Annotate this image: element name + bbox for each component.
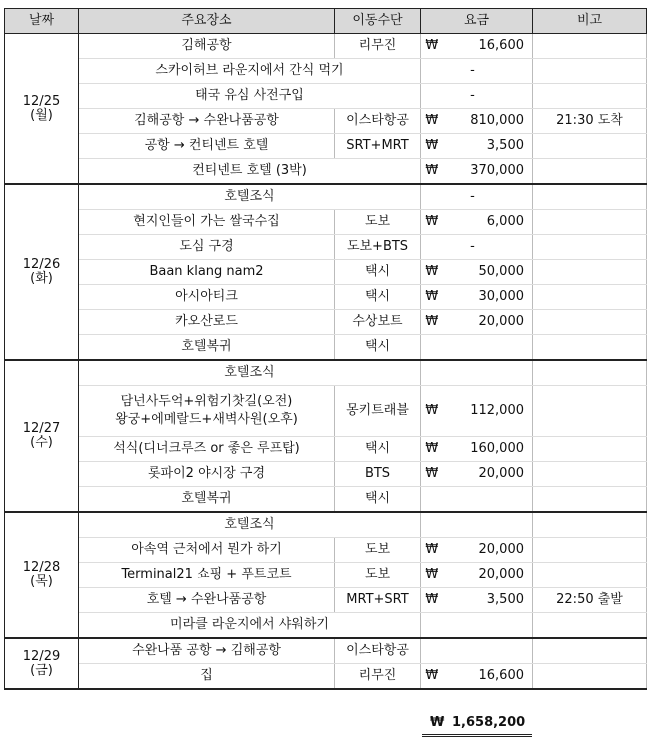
place-cell	[79, 588, 335, 613]
date-label: 12/29	[22, 648, 61, 664]
place-cell	[79, 34, 335, 59]
table-row	[5, 235, 647, 260]
place-text: 김해공항 → 수완나품공항	[134, 113, 279, 128]
transport-cell: 이스타항공	[335, 638, 421, 664]
table-row	[5, 588, 647, 613]
note-cell	[533, 360, 647, 386]
transport-cell: 도보	[335, 210, 421, 235]
total-amount	[422, 712, 532, 737]
place-text: 호텔복귀	[181, 339, 232, 354]
total-value: 1,658,200	[452, 715, 526, 730]
place-text: Terminal21 쇼핑 + 푸트코트	[121, 567, 292, 582]
table-row	[5, 159, 647, 185]
cost-cell: 3,500	[443, 588, 533, 613]
currency-cell: ₩	[421, 285, 443, 310]
place-text: 카오산로드	[175, 314, 238, 329]
place-cell	[79, 159, 421, 185]
transport-cell: 도보+BTS	[335, 235, 421, 260]
table-row	[5, 437, 647, 462]
table-row	[5, 638, 647, 664]
place-text: 집	[200, 668, 213, 683]
note-cell	[533, 335, 647, 361]
place-text: 롯파이2 야시장 구경	[148, 466, 265, 481]
transport-cell: 택시	[335, 335, 421, 361]
currency-cell: ₩	[421, 538, 443, 563]
date-label: 12/27	[22, 421, 61, 436]
note-cell: 22:50 출발	[533, 588, 647, 613]
note-cell	[533, 285, 647, 310]
place-cell	[79, 285, 335, 310]
cost-cell: 112,000	[443, 386, 533, 437]
transport-cell: 수상보트	[335, 310, 421, 335]
table-row	[5, 184, 647, 210]
note-cell	[533, 462, 647, 487]
date-label: 12/26	[22, 257, 61, 272]
header-row	[5, 9, 647, 34]
note-cell	[533, 664, 647, 690]
place-text: 태국 유심 사전구입	[195, 88, 304, 103]
note-cell	[533, 184, 647, 210]
table-row	[5, 335, 647, 361]
place-cell	[79, 310, 335, 335]
currency-cell: ₩	[421, 386, 443, 437]
cost-cell: 50,000	[443, 260, 533, 285]
currency-cell: ₩	[421, 664, 443, 690]
table-row	[5, 285, 647, 310]
note-cell	[533, 487, 647, 513]
place-text: 아시아티크	[175, 289, 238, 304]
cost-cell	[421, 487, 533, 513]
table-row	[5, 386, 647, 437]
place-cell	[79, 335, 335, 361]
note-cell	[533, 59, 647, 84]
weekday-label: (수)	[30, 435, 53, 450]
place-text: 현지인들이 가는 쌀국수집	[133, 214, 280, 229]
transport-cell: 몽키트래블	[335, 386, 421, 437]
place-text: 호텔조식	[224, 189, 275, 204]
date-cell	[5, 638, 79, 689]
note-cell	[533, 613, 647, 639]
place-text: 호텔복귀	[181, 491, 232, 506]
cost-cell: -	[421, 184, 533, 210]
itinerary-body	[5, 34, 647, 690]
cost-cell: -	[421, 59, 533, 84]
transport-cell: MRT+SRT	[335, 588, 421, 613]
table-row	[5, 210, 647, 235]
date-label: 12/28	[22, 560, 61, 575]
place-cell	[79, 134, 335, 159]
cost-cell: 20,000	[443, 310, 533, 335]
table-row	[5, 34, 647, 59]
itinerary-table	[4, 8, 647, 690]
place-cell	[79, 638, 335, 664]
place-text: 공항 → 컨티넨트 호텔	[144, 138, 269, 153]
place-text: 호텔조식	[224, 517, 275, 532]
header-transport: 이동수단	[335, 9, 421, 34]
cost-cell	[421, 335, 533, 361]
table-row	[5, 84, 647, 109]
place-cell	[79, 260, 335, 285]
cost-cell	[421, 613, 533, 639]
place-text: 스카이허브 라운지에서 간식 먹기	[155, 63, 344, 78]
cost-cell: 16,600	[443, 664, 533, 690]
place-cell	[79, 235, 335, 260]
cost-cell	[421, 512, 533, 538]
transport-cell: 도보	[335, 538, 421, 563]
table-row	[5, 462, 647, 487]
transport-cell: BTS	[335, 462, 421, 487]
currency-cell: ₩	[421, 437, 443, 462]
cost-cell: 6,000	[443, 210, 533, 235]
note-cell	[533, 84, 647, 109]
place-text: 도심 구경	[179, 239, 234, 254]
note-cell	[533, 34, 647, 59]
date-cell	[5, 512, 79, 638]
note-cell	[533, 512, 647, 538]
table-row	[5, 260, 647, 285]
cost-cell: 20,000	[443, 538, 533, 563]
transport-cell: 택시	[335, 437, 421, 462]
place-cell	[79, 437, 335, 462]
table-row	[5, 59, 647, 84]
currency-cell: ₩	[421, 462, 443, 487]
place-text: 수완나품 공항 → 김해공항	[132, 643, 281, 658]
header-date: 날짜	[5, 9, 79, 34]
cost-cell: 160,000	[443, 437, 533, 462]
currency-cell: ₩	[421, 109, 443, 134]
currency-cell: ₩	[421, 134, 443, 159]
table-row	[5, 487, 647, 513]
cost-cell: 370,000	[443, 159, 533, 185]
place-text: 호텔 → 수완나품공항	[146, 592, 267, 607]
currency-cell: ₩	[421, 34, 443, 59]
cost-cell: 3,500	[443, 134, 533, 159]
note-cell	[533, 563, 647, 588]
transport-cell: 도보	[335, 563, 421, 588]
place-text: Baan klang nam2	[149, 264, 264, 279]
header-note: 비고	[533, 9, 647, 34]
table-row	[5, 538, 647, 563]
place-text: 석식(디너크루즈 or 좋은 루프탑)	[113, 441, 300, 456]
date-cell	[5, 34, 79, 185]
transport-cell: 택시	[335, 285, 421, 310]
currency-cell: ₩	[421, 310, 443, 335]
weekday-label: (월)	[30, 107, 53, 123]
weekday-label: (목)	[30, 574, 53, 589]
note-cell	[533, 159, 647, 185]
note-cell: 21:30 도착	[533, 109, 647, 134]
table-row	[5, 360, 647, 386]
currency-cell: ₩	[421, 260, 443, 285]
table-row	[5, 563, 647, 588]
transport-cell: 이스타항공	[335, 109, 421, 134]
note-cell	[533, 260, 647, 285]
place-cell	[79, 184, 421, 210]
table-row	[5, 109, 647, 134]
place-cell	[79, 512, 421, 538]
place-cell	[79, 386, 335, 437]
place-cell	[79, 59, 421, 84]
transport-cell: 택시	[335, 260, 421, 285]
place-cell	[79, 563, 335, 588]
cost-cell: 20,000	[443, 462, 533, 487]
place-text-2: 왕궁+에메랄드+새벽사원(오후)	[115, 412, 298, 427]
cost-cell	[421, 360, 533, 386]
header-cost: 요금	[421, 9, 533, 34]
place-cell	[79, 84, 421, 109]
total-currency: ₩	[430, 715, 445, 730]
cost-cell: -	[421, 235, 533, 260]
transport-cell: 리무진	[335, 664, 421, 690]
place-cell	[79, 664, 335, 690]
currency-cell: ₩	[421, 563, 443, 588]
place-cell	[79, 462, 335, 487]
table-row	[5, 613, 647, 639]
place-text: 김해공항	[181, 38, 232, 53]
place-cell	[79, 210, 335, 235]
table-row	[5, 512, 647, 538]
note-cell	[533, 386, 647, 437]
table-row	[5, 310, 647, 335]
note-cell	[533, 310, 647, 335]
transport-cell: 택시	[335, 487, 421, 513]
place-cell	[79, 487, 335, 513]
transport-cell: SRT+MRT	[335, 134, 421, 159]
note-cell	[533, 134, 647, 159]
note-cell	[533, 437, 647, 462]
cost-cell: 20,000	[443, 563, 533, 588]
place-cell	[79, 538, 335, 563]
cost-cell	[421, 638, 533, 664]
note-cell	[533, 638, 647, 664]
place-text: 컨티넨트 호텔 (3박)	[192, 163, 307, 178]
weekday-label: (화)	[30, 271, 53, 286]
table-row	[5, 664, 647, 690]
note-cell	[533, 235, 647, 260]
currency-cell: ₩	[421, 159, 443, 185]
place-text: 담넌사두억+위험기찻길(오전)	[120, 394, 293, 409]
weekday-label: (금)	[30, 662, 53, 678]
currency-cell: ₩	[421, 588, 443, 613]
place-text: 미라클 라운지에서 샤워하기	[170, 617, 329, 632]
table-row	[5, 134, 647, 159]
transport-cell: 리무진	[335, 34, 421, 59]
cost-cell: 30,000	[443, 285, 533, 310]
place-cell	[79, 109, 335, 134]
date-cell	[5, 360, 79, 512]
date-label: 12/25	[22, 93, 61, 109]
cost-cell: -	[421, 84, 533, 109]
cost-cell: 810,000	[443, 109, 533, 134]
cost-cell: 16,600	[443, 34, 533, 59]
header-place: 주요장소	[79, 9, 335, 34]
place-cell	[79, 360, 421, 386]
currency-cell: ₩	[421, 210, 443, 235]
note-cell	[533, 210, 647, 235]
place-cell	[79, 613, 421, 639]
place-text: 호텔조식	[224, 365, 275, 380]
date-cell	[5, 184, 79, 360]
place-text: 아속역 근처에서 뭔가 하기	[131, 542, 282, 557]
note-cell	[533, 538, 647, 563]
